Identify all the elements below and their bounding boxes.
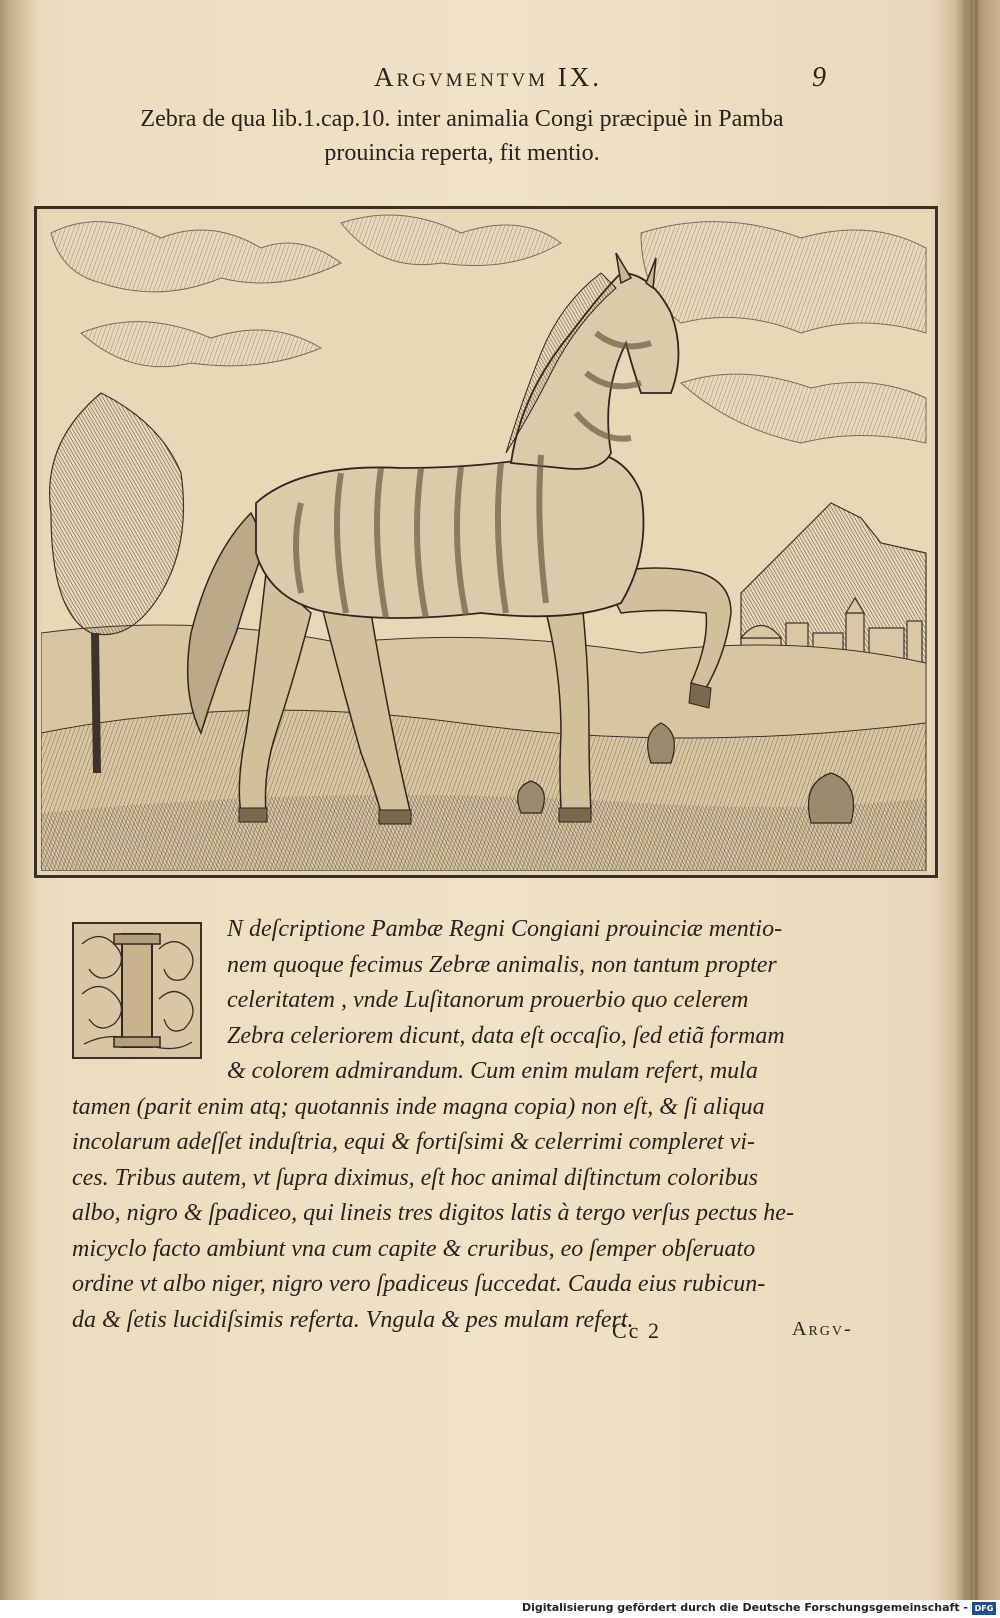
signature-mark: Cc 2 [612,1318,661,1343]
text-line: Zebra celeriorem dicunt, data eſt occaſio, ſed etiã formam [227,1022,785,1049]
dfg-logo: DFG [972,1602,996,1615]
page-number: 9 [812,62,826,93]
text-line: tamen (parit enim atq; quotannis inde magna copia) non eſt, & ſi aliqua [72,1093,765,1120]
plate-caption [112,102,812,170]
page-edge [975,0,978,1600]
text-line: celeritatem , vnde Luſitanorum prouerbio quo celerem [227,987,749,1013]
running-head: Argvmentvm IX. [373,62,603,92]
body-text [72,912,862,1338]
zebra-engraving [41,213,931,871]
caption-line: Zebra de qua lib.1.cap.10. inter animalia Congi præcipuè in Pamba [140,106,784,132]
caption-line: prouincia reperta, fit mentio. [324,140,600,166]
catchword: Argv- [792,1318,853,1340]
text-line: albo, nigro & ſpadiceo, qui lineis tres digitos latis à tergo verſus pectus he- [72,1200,794,1226]
text-line: ordine vt albo niger, nigro vero ſpadiceus ſuccedat. Cauda eius rubicun- [72,1271,766,1297]
text-line: da & ſetis lucidiſsimis referta. Vngula & pes mulam refert. [72,1306,634,1333]
digitization-footer [0,1600,1000,1618]
text-line: incolarum adeſſet induſtria, equi & fortiſsimi & celerrimi compleret vi- [72,1129,756,1155]
text-line: micyclo facto ambiunt vna cum capite & cruribus, eo ſemper obſeruato [72,1235,756,1262]
footer-credit: Digitalisierung gefördert durch die Deutsche Forschungsgemeinschaft - [521,1601,968,1614]
text-line: N deſcriptione Pambæ Regni Congiani prouinciæ mentio- [227,916,783,942]
text-line: nem quoque fecimus Zebræ animalis, non tantum propter [227,951,777,978]
book-page [12,0,964,1600]
engraving-plate [34,206,938,878]
page-edge [964,0,970,1600]
text-line: & colorem admirandum. Cum enim mulam refert, mula [227,1058,758,1084]
text-line: ces. Tribus autem, vt ſupra diximus, eſt hoc animal diſtinctum coloribus [72,1164,758,1191]
